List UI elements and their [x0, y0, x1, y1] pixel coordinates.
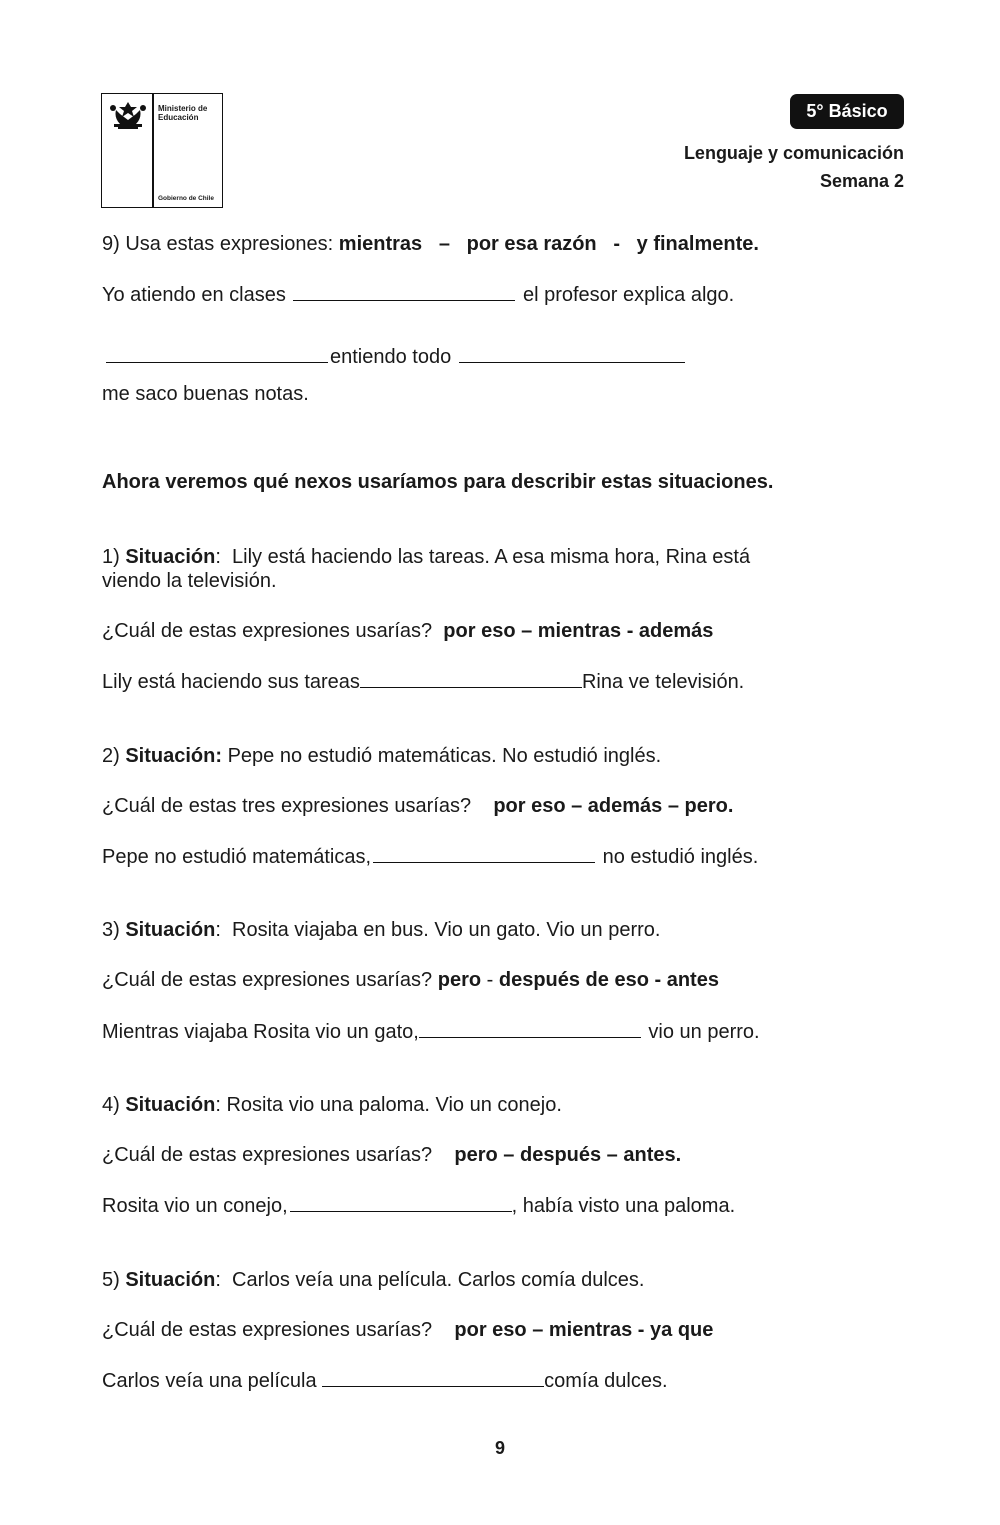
- situation-5-num: 5): [102, 1269, 126, 1291]
- logo-ministry-line1: Ministerio de: [158, 104, 208, 113]
- logo-ministry-text: [158, 104, 207, 122]
- situation-1-label: Situación: [125, 546, 216, 568]
- situation-2-label: Situación:: [125, 745, 223, 767]
- situation-2-line1: [102, 744, 661, 768]
- q9-line1: [102, 282, 734, 307]
- situation-3-ans-a: Mientras viajaba Rosita vio un gato,: [102, 1021, 419, 1043]
- q9-blank-3[interactable]: [459, 344, 685, 363]
- situation-3-option-sep: -: [481, 969, 499, 991]
- q9-line2-a: entiendo todo: [330, 346, 457, 368]
- situation-3-option-b: después de eso - antes: [498, 969, 719, 991]
- logo-divider: [152, 94, 154, 207]
- situation-5-line1: [102, 1268, 644, 1292]
- q9-line2: [106, 344, 687, 369]
- situation-4-question: [102, 1143, 681, 1167]
- situation-4-options: pero – después – antes.: [454, 1144, 682, 1166]
- situation-3-label: Situación: [125, 919, 216, 941]
- coat-of-arms-icon: [108, 98, 148, 132]
- situation-1-question-text: ¿Cuál de estas expresiones usarías?: [102, 620, 444, 642]
- situation-5-blank[interactable]: [322, 1368, 544, 1387]
- situation-4-blank[interactable]: [290, 1193, 512, 1212]
- situation-2-ans-a: Pepe no estudió matemáticas,: [102, 846, 372, 868]
- week-label: Semana 2: [819, 171, 904, 191]
- situation-5-question-text: ¿Cuál de estas expresiones usarías?: [102, 1319, 455, 1341]
- situation-3-text: Rosita viajaba en bus. Vio un gato. Vio un perro.: [232, 919, 661, 941]
- situation-3-num: 3): [102, 919, 126, 941]
- situation-4-answer: [102, 1193, 735, 1218]
- q9-options: mientras – por esa razón - y finalmente.: [338, 233, 759, 255]
- situation-4-sep: :: [215, 1094, 227, 1116]
- situation-1-question: [102, 619, 713, 643]
- situation-1-ans-b: Rina ve televisión.: [581, 671, 745, 693]
- logo-gov-text: Gobierno de Chile: [158, 195, 214, 202]
- situation-3-sep: :: [215, 919, 233, 941]
- situation-1-ans-a: Lily está haciendo sus tareas: [102, 671, 360, 693]
- situation-5-ans-a: Carlos veía una película: [102, 1370, 323, 1392]
- situation-1-blank[interactable]: [360, 669, 582, 688]
- situation-5-options: por eso – mientras - ya que: [454, 1319, 714, 1341]
- situation-1-text: Lily está haciendo las tareas. A esa misma hora, Rina está: [232, 546, 751, 568]
- situation-2-blank[interactable]: [373, 844, 595, 863]
- q9-line1-b: el profesor explica algo.: [517, 284, 735, 306]
- situation-3-ans-b: vio un perro.: [642, 1021, 760, 1043]
- situation-1-sep: :: [215, 546, 233, 568]
- subject-label: Lenguaje y comunicación: [683, 143, 904, 163]
- section-intro: Ahora veremos qué nexos usaríamos para describir estas situaciones.: [102, 471, 774, 493]
- situation-5-sep: :: [215, 1269, 233, 1291]
- q9-prompt: 9) Usa estas expresiones:: [102, 233, 339, 255]
- situation-4-text: Rosita vio una paloma. Vio un conejo.: [226, 1094, 562, 1116]
- situation-2-ans-b: no estudió inglés.: [597, 846, 759, 868]
- situation-1-line2: viendo la televisión.: [102, 570, 277, 592]
- situation-2-answer: [102, 844, 758, 869]
- situation-2-text: Pepe no estudió matemáticas. No estudió inglés.: [227, 745, 662, 767]
- situation-1-answer: [102, 669, 744, 694]
- q9-blank-2[interactable]: [106, 344, 328, 363]
- situation-5-question: [102, 1318, 713, 1342]
- situation-5-label: Situación: [125, 1269, 216, 1291]
- situation-3-answer: [102, 1019, 760, 1044]
- q9-blank-1[interactable]: [293, 282, 515, 301]
- situation-4-num: 4): [102, 1094, 126, 1116]
- ministry-logo: [101, 93, 223, 208]
- situation-3-blank[interactable]: [419, 1019, 641, 1038]
- situation-1-options: por eso – mientras - además: [443, 620, 714, 642]
- situation-3-question-text: ¿Cuál de estas expresiones usarías?: [102, 969, 438, 991]
- situation-2-question: [102, 794, 733, 818]
- q9-line1-a: Yo atiendo en clases: [102, 284, 292, 306]
- situation-3-line1: [102, 918, 660, 942]
- situation-5-text: Carlos veía una película. Carlos comía dulces.: [232, 1269, 645, 1291]
- q9-line3: me saco buenas notas.: [102, 383, 309, 405]
- situation-3-option-a: pero: [437, 969, 482, 991]
- situation-4-line1: [102, 1093, 562, 1117]
- situation-4-ans-b: , había visto una paloma.: [511, 1195, 736, 1217]
- situation-4-label: Situación: [125, 1094, 216, 1116]
- situation-2-question-text: ¿Cuál de estas tres expresiones usarías?: [102, 795, 494, 817]
- grade-badge: 5° Básico: [790, 94, 904, 129]
- logo-ministry-line2: Educación: [158, 113, 199, 122]
- situation-4-ans-a: Rosita vio un conejo,: [102, 1195, 288, 1217]
- page-number: 9: [494, 1438, 505, 1458]
- q9-prompt-line: [102, 232, 759, 256]
- situation-1-line1: [102, 545, 750, 569]
- situation-5-ans-b: comía dulces.: [544, 1370, 668, 1392]
- situation-4-question-text: ¿Cuál de estas expresiones usarías?: [102, 1144, 455, 1166]
- situation-3-question: [102, 968, 719, 992]
- situation-1-num: 1): [102, 546, 126, 568]
- situation-2-num: 2): [102, 745, 126, 767]
- situation-5-answer: [102, 1368, 668, 1393]
- situation-2-options: por eso – además – pero.: [493, 795, 734, 817]
